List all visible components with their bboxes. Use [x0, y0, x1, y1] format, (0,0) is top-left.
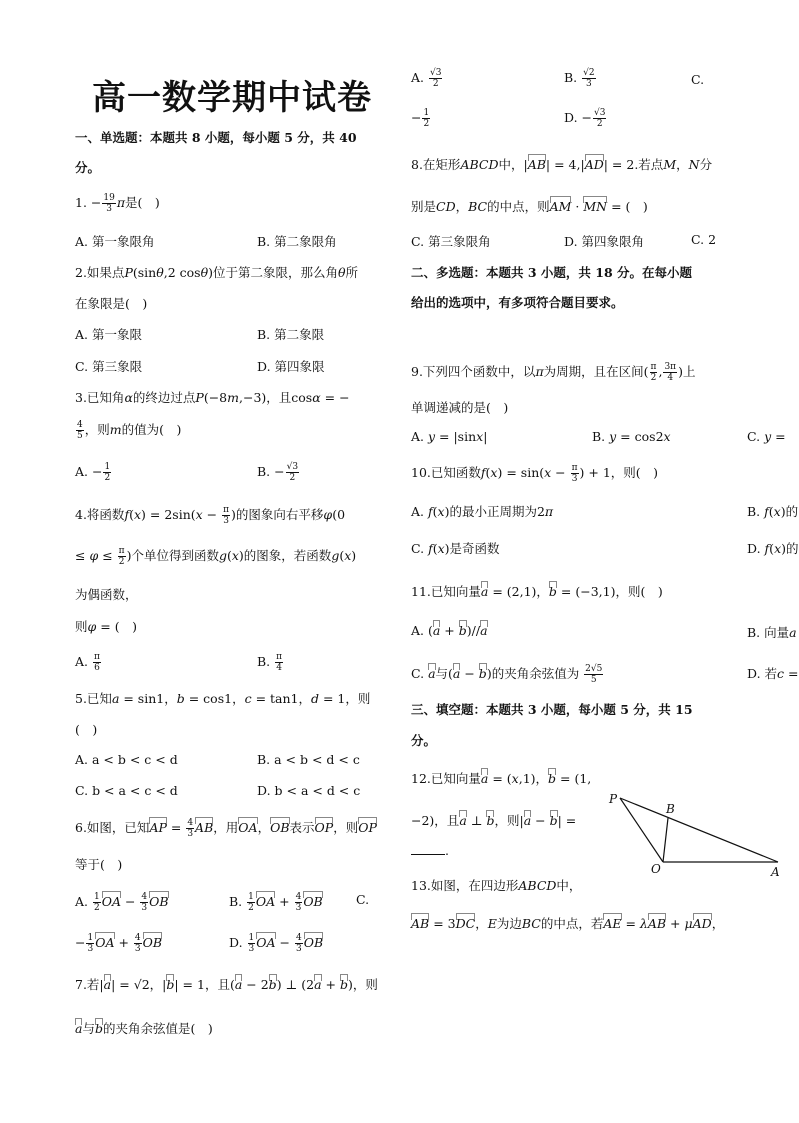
q7-stem: 7.若|a| = √2，|b| = 1，且(a − 2b) ⊥ (2a + b)，则 — [75, 977, 378, 992]
q6-option-c-label: C. — [356, 892, 370, 907]
q7-stem-cont: a与b的夹角余弦值是( ) — [75, 1021, 213, 1036]
q9-option-c: C. y = — [747, 429, 786, 444]
label-o: O — [651, 862, 661, 876]
q5-option-b: B. a < b < d < c — [257, 752, 360, 767]
q11-option-d: D. 若c = — [747, 666, 799, 681]
q8-option-a: C. 第三象限角 — [411, 234, 491, 249]
q6-option-a: A. $\frac{1}{2}$ OA − $\frac{4}{3}$ OB — [75, 892, 169, 913]
section3-heading: 三、填空题：本题共 3 小题，每小题 5 分，共 15 — [411, 702, 693, 717]
q3-option-b: B. − $\frac{√3}{2}$ — [257, 462, 299, 483]
q13-stem: 13.如图，在四边形ABCD中， — [411, 878, 582, 893]
q12-stem: 12.已知向量a = (x,1)，b = (1, — [411, 771, 592, 786]
segment-op — [620, 798, 663, 862]
q9-option-a: A. y = |sinx| — [411, 429, 488, 444]
q5-stem: 5.已知a = sin1，b = cos1，c = tan1，d = 1，则 — [75, 691, 371, 706]
section3-heading-cont: 分。 — [411, 733, 437, 748]
q5-option-a: A. a < b < c < d — [75, 752, 178, 767]
q4-option-a: A. $\frac{\pi}{6}$ — [75, 652, 100, 673]
q4-stem-cont2: 为偶函数， — [75, 587, 138, 602]
q8-option-b: D. 第四象限角 — [564, 234, 645, 249]
q10-option-d: D. f(x)的 — [747, 541, 799, 556]
q12-answer-blank[interactable]: . — [411, 843, 449, 858]
label-a: A — [771, 865, 780, 879]
q10-stem: 10.已知函数f(x) = sin(x − $\frac{\pi}{3}$ ) + 1，则( ) — [411, 463, 659, 484]
q4-stem: 4.将函数f(x) = 2sin(x − $\frac{\pi}{3}$ )的图象向右平移φ(0 — [75, 505, 346, 526]
page-title: 高一数学期中试卷 — [92, 78, 372, 118]
q10-option-b: B. f(x)的 — [747, 504, 799, 519]
section1-heading: 一、单选题：本题共 8 小题，每小题 5 分，共 40 — [75, 130, 357, 145]
section2-heading-cont: 给出的选项中，有多项符合题目要求。 — [411, 295, 624, 310]
triangle-figure — [600, 788, 790, 878]
q9-stem-cont: 单调递减的是( ) — [411, 400, 509, 415]
segment-pa — [620, 798, 778, 862]
q11-option-a: A. (a + b)//a — [411, 623, 488, 638]
q8-stem-cont: 别是CD，BC的中点，则AM · MN = ( ) — [411, 199, 648, 214]
q1-option-a: A. 第一象限角 — [75, 234, 155, 249]
q2-stem-cont: 在象限是( ) — [75, 296, 148, 311]
q6-stem-cont: 等于( ) — [75, 857, 123, 872]
q10-option-a: A. f(x)的最小正周期为2π — [411, 504, 554, 519]
q6-option-c: − $\frac{1}{3}$ OA + $\frac{4}{3}$ OB — [75, 933, 163, 954]
q2-option-a: A. 第一象限 — [75, 327, 142, 342]
q9-stem: 9.下列四个函数中，以π为周期，且在区间( $\frac{\pi}{2}$ , $\frac{3\pi}{4}$ )上 — [411, 362, 696, 383]
q5-option-d: D. b < a < d < c — [257, 783, 361, 798]
q12-stem-cont: −2)，且a ⊥ b，则|a − b| = — [411, 813, 577, 828]
section2-heading: 二、多选题：本题共 3 小题，共 18 分。在每小题 — [411, 265, 693, 280]
q6-option-b: B. $\frac{1}{2}$ OA + $\frac{4}{3}$ OB — [229, 892, 323, 913]
q8-stem: 8.在矩形ABCD中，|AB| = 4,|AD| = 2.若点M，N分 — [411, 157, 713, 172]
q7-option-c-label: C. — [691, 72, 705, 87]
q2-option-c: C. 第三象限 — [75, 359, 143, 374]
q8-option-c: C. 2 — [691, 232, 717, 247]
q3-stem-cont: $\frac{4}{5}$ ，则m的值为( ) — [77, 420, 182, 441]
q3-option-a: A. − $\frac{1}{2}$ — [75, 462, 111, 483]
q13-stem-cont: AB = 3DC，E为边BC的中点，若AE = λAB + μAD， — [411, 916, 725, 931]
q11-option-b: B. 向量a — [747, 625, 797, 640]
label-b: B — [666, 802, 675, 816]
q7-option-d: D. − $\frac{√3}{2}$ — [564, 108, 606, 129]
q7-option-c: − $\frac{1}{2}$ — [411, 108, 430, 129]
q6-stem: 6.如图，已知AP = $\frac{4}{3}$ AB，用OA，OB表示OP，则OP — [75, 818, 377, 839]
q7-option-b: B. $\frac{√2}{3}$ — [564, 68, 595, 89]
q2-stem: 2.如果点P(sinθ,2 cosθ)位于第二象限，那么角θ所 — [75, 265, 359, 280]
q4-stem-cont: ≤ φ ≤ $\frac{\pi}{2}$ )个单位得到函数g(x)的图象，若函数g(x) — [75, 546, 357, 567]
segment-ob — [663, 818, 668, 862]
q2-option-d: D. 第四象限 — [257, 359, 325, 374]
q5-stem-cont: ( ) — [75, 722, 98, 737]
q3-stem: 3.已知角α的终边过点P(−8m,−3)，且cosα = − — [75, 390, 350, 405]
label-p: P — [609, 792, 618, 806]
q1-option-b: B. 第二象限角 — [257, 234, 337, 249]
q7-option-a: A. $\frac{√3}{2}$ — [411, 68, 442, 89]
q1-stem: 1. − $\frac{19}{3}$ π是( ) — [75, 193, 160, 214]
q5-option-c: C. b < a < c < d — [75, 783, 178, 798]
q4-option-b: B. $\frac{\pi}{4}$ — [257, 652, 283, 673]
q11-option-c: C. a与(a − b)的夹角余弦值为 $\frac{2√5}{5}$ — [411, 664, 603, 685]
q4-stem-cont3: 则φ = ( ) — [75, 619, 137, 634]
q9-option-b: B. y = cos2x — [592, 429, 671, 444]
q2-option-b: B. 第二象限 — [257, 327, 325, 342]
frac: $\frac{19}{3}$ — [103, 193, 115, 214]
q6-option-d: D. $\frac{1}{3}$ OA − $\frac{4}{3}$ OB — [229, 933, 324, 954]
q10-option-c: C. f(x)是奇函数 — [411, 541, 500, 556]
q11-stem: 11.已知向量a = (2,1)，b = (−3,1)，则( ) — [411, 584, 663, 599]
section1-heading-cont: 分。 — [75, 160, 101, 175]
